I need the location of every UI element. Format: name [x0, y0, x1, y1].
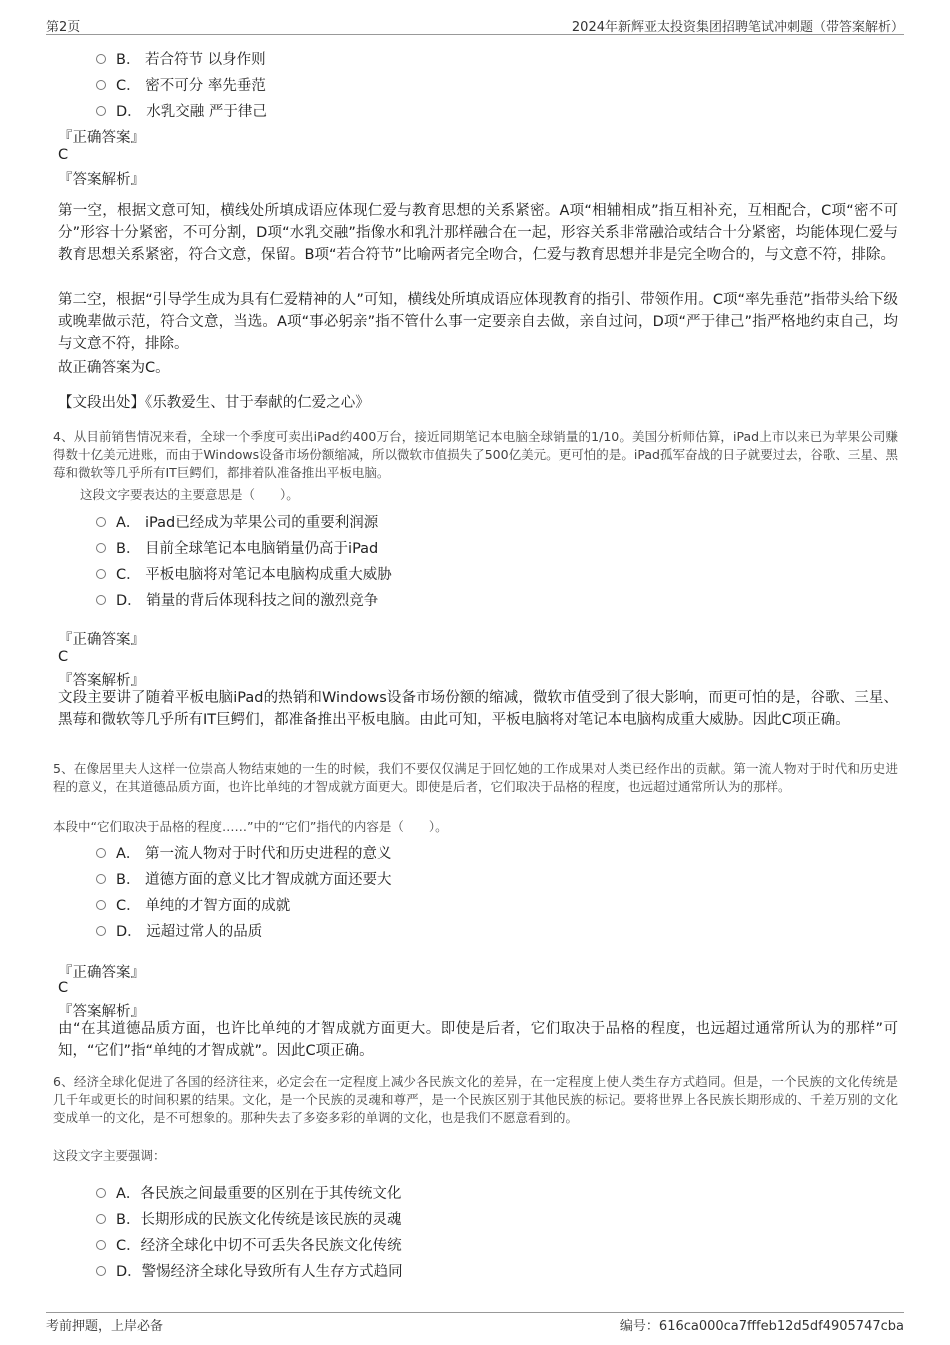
radio-icon[interactable]	[96, 80, 106, 90]
q3-analysis-paragraph-1: 第一空，根据文意可知，横线处所填成语应体现仁爱与教育思想的关系紧密。A项“相辅相成”指互相补充，互相配合，C项“密不可分”形容十分紧密，不可分割，D项“水乳交融”指像水和乳汁那样融合在一起，形容关系非常融洽或结合十分紧密，均能体现仁爱与教育思想关系紧密，符合文意，保留。B项“若合符节”比喻两者完全吻合，仁爱与教育思想并非是完全吻合的，与文意不符，排除。	[58, 203, 898, 263]
q5-option-c[interactable]: C． 单纯的才智方面的成就	[96, 894, 290, 915]
q4-analysis-label: 『答案解析』	[58, 673, 145, 689]
q3-answer-label: 『正确答案』	[58, 130, 145, 146]
document-id: 编号：616ca000ca7fffeb12d5df4905747cba	[619, 1319, 904, 1334]
q3-option-c[interactable]: C． 密不可分 率先垂范	[96, 74, 266, 95]
q5-option-b[interactable]: B． 道德方面的意义比才智成就方面还要大	[96, 868, 392, 889]
q3-option-d[interactable]: D． 水乳交融 严于律己	[96, 100, 267, 121]
radio-icon[interactable]	[96, 1214, 106, 1224]
q3-analysis-conclusion: 故正确答案为C。	[58, 360, 170, 376]
q4-analysis: 文段主要讲了随着平板电脑iPad的热销和Windows设备市场份额的缩减，微软市值受到了很大影响，而更可怕的是，谷歌、三星、黑莓和微软等几乎所有IT巨鳄们，都准备推出平板电脑。由此可知，平板电脑将对笔记本电脑构成重大威胁。因此C项正确。	[58, 690, 898, 728]
footer-slogan: 考前押题，上岸必备	[46, 1319, 164, 1334]
radio-icon[interactable]	[96, 106, 106, 116]
radio-icon[interactable]	[96, 926, 106, 936]
q5-option-a[interactable]: A． 第一流人物对于时代和历史进程的意义	[96, 842, 392, 863]
q6-question-text: 6、经济全球化促进了各国的经济往来，必定会在一定程度上减少各民族文化的差异，在一定程度上使人类生存方式趋同。但是，一个民族的文化传统是几千年或更长的时间积累的结果。文化，是一个民族的灵魂和尊严，是一个民族区别于其他民族的标记。要将世界上各民族长期形成的、千差万别的文化变成单一的文化，是不可想象的。那种失去了多姿多彩的单调的文化，也是我们不愿意看到的。	[53, 1074, 898, 1125]
q6-option-a[interactable]: A．各民族之间最重要的区别在于其传统文化	[96, 1182, 401, 1203]
radio-icon[interactable]	[96, 1240, 106, 1250]
q5-answer-label: 『正确答案』	[58, 965, 145, 981]
q4-prompt: 这段文字要表达的主要意思是（ ）。	[80, 487, 299, 502]
q4-option-d[interactable]: D． 销量的背后体现科技之间的激烈竞争	[96, 589, 378, 610]
q3-option-b[interactable]: B． 若合符节 以身作则	[96, 48, 266, 69]
q5-prompt: 本段中“它们取决于品格的程度……”中的“它们”指代的内容是（ ）。	[53, 819, 448, 834]
q4-option-a[interactable]: A． iPad已经成为苹果公司的重要利润源	[96, 511, 378, 532]
radio-icon[interactable]	[96, 569, 106, 579]
q5-analysis-label: 『答案解析』	[58, 1004, 145, 1020]
radio-icon[interactable]	[96, 595, 106, 605]
page-header	[46, 16, 904, 35]
radio-icon[interactable]	[96, 874, 106, 884]
document-title: 2024年新辉亚太投资集团招聘笔试冲刺题（带答案解析）	[571, 20, 904, 35]
page-footer	[46, 1312, 904, 1334]
q6-option-d[interactable]: D．警惕经济全球化导致所有人生存方式趋同	[96, 1260, 403, 1281]
q3-answer: C	[58, 147, 69, 163]
radio-icon[interactable]	[96, 848, 106, 858]
radio-icon[interactable]	[96, 1266, 106, 1276]
radio-icon[interactable]	[96, 54, 106, 64]
q5-analysis: 由“在其道德品质方面，也许比单纯的才智成就方面更大。即使是后者，它们取决于品格的程度，也远超过通常所认为的那样”可知，“它们”指“单纯的才智成就”。因此C项正确。	[58, 1021, 898, 1059]
q6-option-b[interactable]: B．长期形成的民族文化传统是该民族的灵魂	[96, 1208, 401, 1229]
q4-answer-label: 『正确答案』	[58, 632, 145, 648]
q3-analysis-label: 『答案解析』	[58, 172, 145, 188]
radio-icon[interactable]	[96, 543, 106, 553]
radio-icon[interactable]	[96, 1188, 106, 1198]
q5-question-text: 5、在像居里夫人这样一位崇高人物结束她的一生的时候，我们不要仅仅满足于回忆她的工作成果对人类已经作出的贡献。第一流人物对于时代和历史进程的意义，在其道德品质方面，也许比单纯的才智成就方面更大。即使是后者，它们取决于品格的程度，也远超过通常所认为的那样。	[53, 761, 898, 794]
q4-option-b[interactable]: B． 目前全球笔记本电脑销量仍高于iPad	[96, 537, 378, 558]
q5-answer: C	[58, 980, 69, 996]
q4-question-text: 4、从目前销售情况来看，全球一个季度可卖出iPad约400万台，接近同期笔记本电脑全球销量的1/10。美国分析师估算，iPad上市以来已为苹果公司赚得数十亿美元进账，而由于Windows设备市场份额缩减，所以微软市值损失了500亿美元。更可怕的是。iPad孤军奋战的日子就要过去，谷歌、三星、黑莓和微软等几乎所有IT巨鳄们，都排着队准备推出平板电脑。	[53, 429, 898, 480]
radio-icon[interactable]	[96, 900, 106, 910]
page-number: 第2页	[46, 20, 81, 35]
q3-analysis-paragraph-2: 第二空，根据“引导学生成为具有仁爱精神的人”可知，横线处所填成语应体现教育的指引、带领作用。C项“率先垂范”指带头给下级或晚辈做示范，符合文意，当选。A项“事必躬亲”指不管什么事一定要亲自去做，亲自过问，D项“严于律己”指严格地约束自己，均与文意不符，排除。	[58, 292, 898, 352]
q3-source: 【文段出处】《乐教爱生、甘于奉献的仁爱之心》	[58, 395, 370, 411]
radio-icon[interactable]	[96, 517, 106, 527]
q6-prompt: 这段文字主要强调：	[53, 1148, 166, 1163]
q4-answer: C	[58, 649, 69, 665]
q6-option-c[interactable]: C．经济全球化中切不可丢失各民族文化传统	[96, 1234, 402, 1255]
q5-option-d[interactable]: D． 远超过常人的品质	[96, 920, 262, 941]
q4-option-c[interactable]: C． 平板电脑将对笔记本电脑构成重大威胁	[96, 563, 392, 584]
